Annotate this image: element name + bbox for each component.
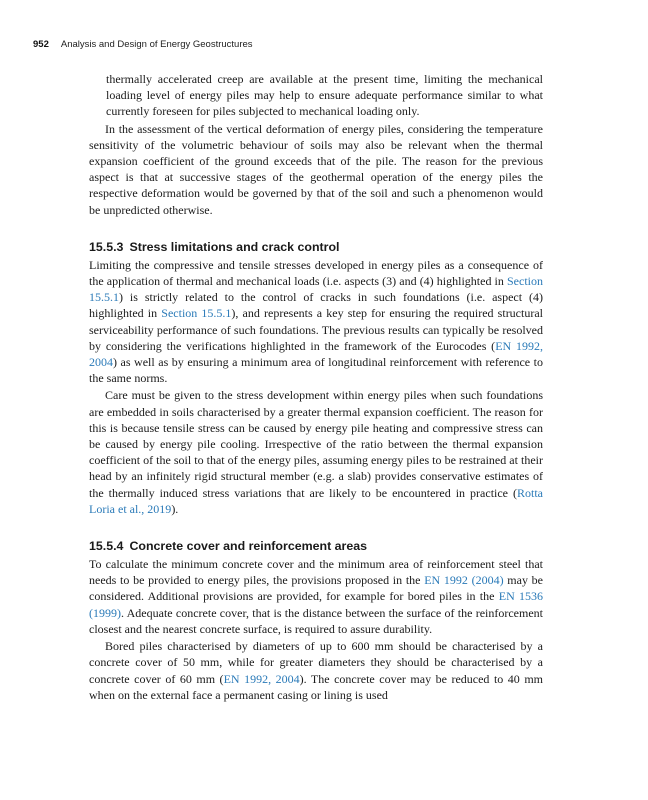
- citation-link[interactable]: EN 1992, 2004: [89, 338, 543, 370]
- main-text: [89, 71, 543, 703]
- text-run: ) is strictly related to the control of cracks in such foundations (i.e. aspect (4) highlighted in: [89, 290, 543, 321]
- text-run: Care must be given to the stress development within energy piles when such foundations are embedded in soils characterised by a greater thermal expansion coefficient. The reason for this is because tensile stress can be caused by energy pile heating and compressive stress can be caused by energy pile cooling. Irrespective of the ratio between the thermal expansion coefficient of the soil to that of the energy piles, assuming energy piles to be restrained at their head by an infinitely rigid structural member (e.g. a slab) provides conservative estimates of the thermally induced stress variations that are likely to be encountered in practice (: [89, 388, 543, 500]
- section-heading-1554: [89, 539, 543, 553]
- section-number: 15.5.3: [89, 239, 124, 254]
- running-title: Analysis and Design of Energy Geostructures: [60, 39, 253, 50]
- running-header: [33, 39, 253, 50]
- text-run: To calculate the minimum concrete cover and the minimum area of reinforcement steel that needs to be provided to energy piles, the provisions proposed in the: [89, 557, 543, 588]
- section-number: 15.5.4: [89, 539, 124, 554]
- intro-paragraph-continued: thermally accelerated creep are available at the present time, limiting the mechanical loading level of energy piles may help to ensure adequate performance similar to what currently foreseen for piles subjected to mechanical loading only.: [106, 72, 543, 119]
- paragraph-stress-development: [89, 387, 543, 517]
- page-number: 952: [33, 39, 49, 50]
- citation-link[interactable]: EN 1992, 2004: [223, 671, 300, 686]
- paragraph-bored-piles: [89, 638, 543, 703]
- text-run: may be considered. Additional provisions are provided, for example for bored piles in the: [89, 573, 543, 604]
- text-run: ) as well as by ensuring a minimum area of longitudinal reinforcement with reference to the same norms.: [89, 355, 543, 386]
- text-run: ). The concrete cover may be reduced to 40 mm when on the external face a permanent casing or lining is used: [89, 671, 543, 702]
- section-link[interactable]: Section 15.5.1: [161, 306, 232, 321]
- section-heading-1553: [89, 240, 543, 254]
- text-run: ), and represents a key step for ensuring the required structural serviceability performance of such foundations. The previous results can typically be resolved by considering the verifications highlighted in the framework of the Eurocodes (: [89, 306, 544, 353]
- paragraph-stress-limitations: [89, 257, 543, 387]
- text-run: . Adequate concrete cover, that is the distance between the surface of the reinforcement closest and the nearest concrete surface, is required to assure durability.: [89, 605, 543, 636]
- section-link[interactable]: Section 15.5.1: [89, 274, 543, 305]
- text-run: ).: [171, 501, 179, 516]
- citation-link[interactable]: EN 1992 (2004): [424, 573, 504, 588]
- text-run: Limiting the compressive and tensile stresses developed in energy piles as a consequence of the application of thermal and mechanical loads (i.e. aspects (3) and (4) highlighted in: [89, 257, 543, 289]
- text-run: Bored piles characterised by diameters of up to 600 mm should be characterised by a concrete cover of 50 mm, while for greater diameters they should be characterised by a concrete cover of 60 mm (: [89, 639, 543, 686]
- citation-link[interactable]: EN 1536 (1999): [89, 589, 543, 620]
- intro-paragraph-deformation: In the assessment of the vertical deformation of energy piles, considering the temperature sensitivity of the volumetric behaviour of soils may also be relevant when the thermal expansion coefficient of the ground exceeds that of the pile. The reason for the previous aspect is that at successive stages of the geothermal operation of the energy piles the respective deformation would be governed by that of the soil and such a phenomenon would be unpredicted otherwise.: [89, 121, 543, 217]
- section-title: Concrete cover and reinforcement areas: [129, 539, 368, 554]
- citation-link[interactable]: Rotta Loria et al., 2019: [89, 485, 543, 516]
- section-title: Stress limitations and crack control: [129, 239, 340, 254]
- paragraph-concrete-cover: [89, 556, 543, 637]
